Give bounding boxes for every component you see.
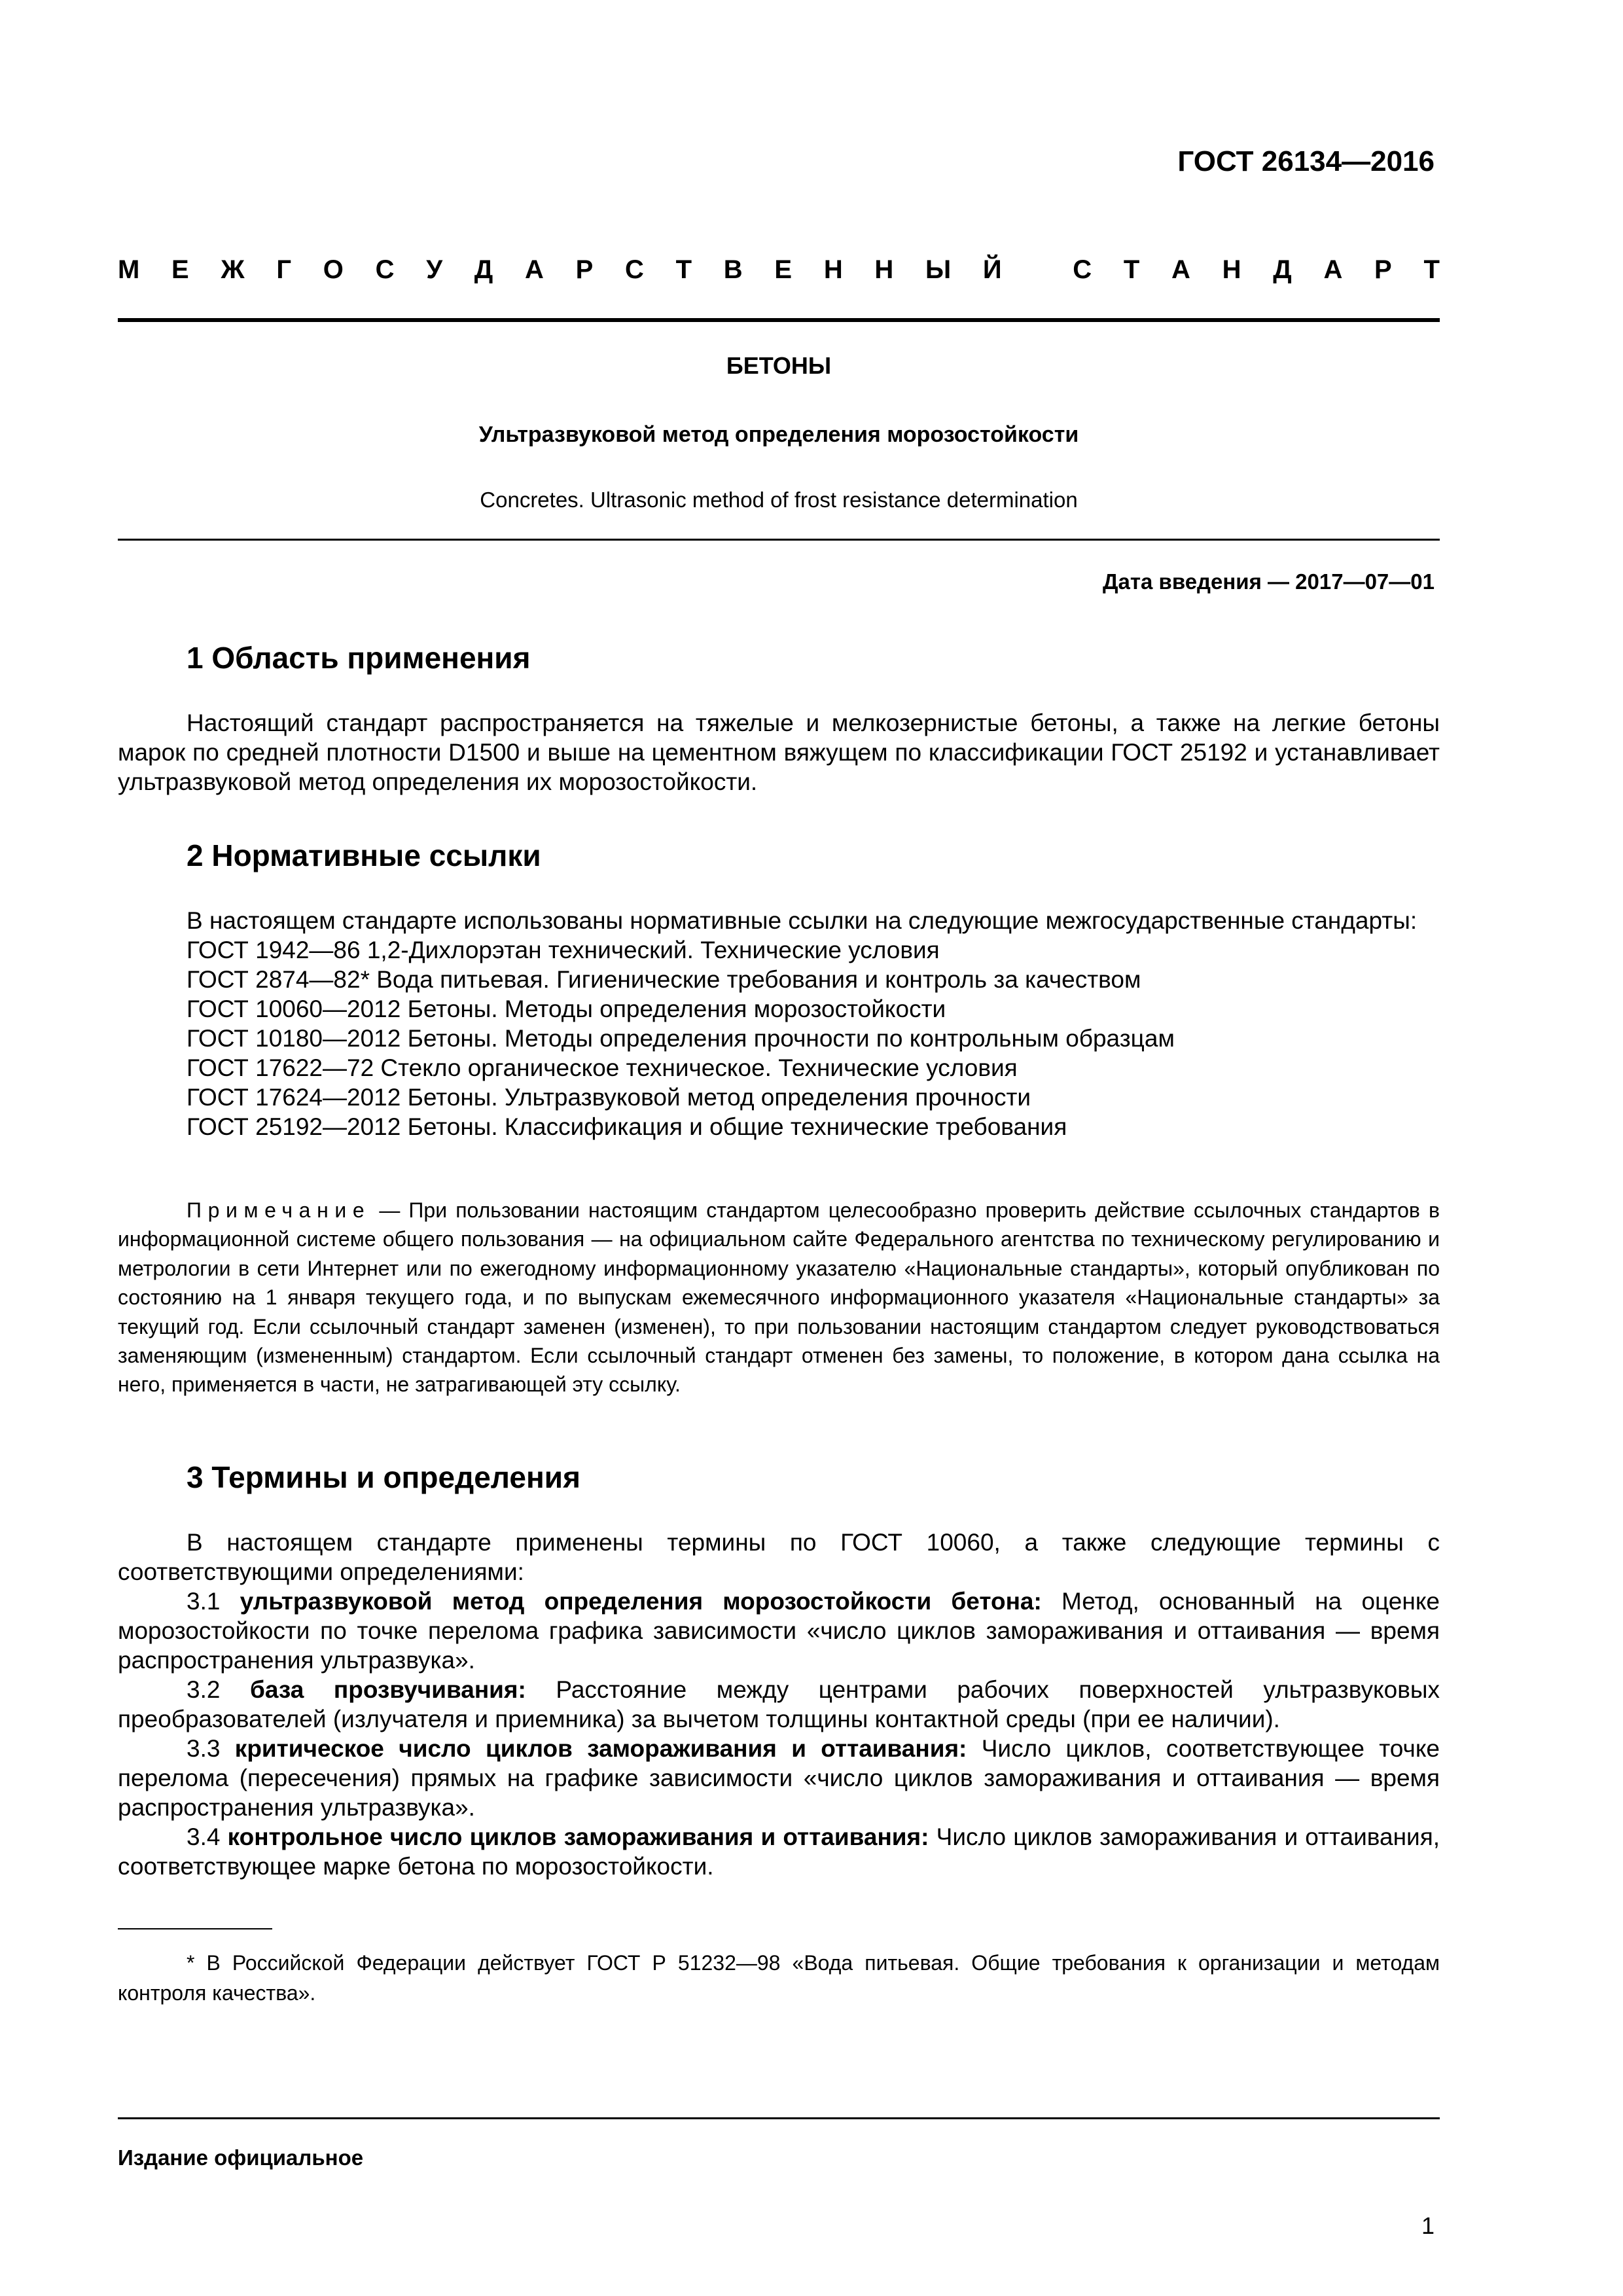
term-name: критическое число циклов замораживания и оттаивания: [234, 1735, 967, 1762]
standard-type-letter: Ы [925, 255, 952, 284]
standard-type-letter: Р [1374, 255, 1392, 284]
reference-item: ГОСТ 1942—86 1,2-Дихлорэтан технический. Технические условия [187, 937, 940, 963]
english-title: Concretes. Ultrasonic method of frost resistance determination [480, 488, 1078, 512]
standard-type-letter: Д [474, 255, 493, 284]
term-item [118, 1822, 1440, 1881]
standard-type-word-gap [1033, 255, 1041, 285]
reference-item: ГОСТ 10180—2012 Бетоны. Методы определения прочности по контрольным образцам [187, 1025, 1175, 1052]
references-note [118, 1196, 1440, 1399]
term-number: 3.4 [187, 1823, 221, 1850]
standard-type-letter: Г [276, 255, 292, 284]
term-name: база прозвучивания: [250, 1676, 526, 1703]
reference-item: ГОСТ 17622—72 Стекло органическое техническое. Технические условия [187, 1054, 1018, 1081]
standard-type-letter: В [723, 255, 743, 284]
reference-item: ГОСТ 17624—2012 Бетоны. Ультразвуковой метод определения прочности [187, 1084, 1031, 1111]
standard-type-letter: А [1323, 255, 1343, 284]
standard-type-letter: Е [171, 255, 189, 284]
document-title: БЕТОНЫ [726, 352, 832, 379]
header-divider [118, 318, 1440, 322]
footnote-divider [118, 1928, 272, 1929]
term-definition: Число циклов, соответствующее точке перелома (пересечения) прямых на графике зависимости «число циклов замораживания и оттаивания — время распространения ультразвука». [118, 1735, 1440, 1821]
references-block [118, 906, 1440, 1141]
term-definition: Число циклов замораживания и оттаивания, соответствующее марке бетона по морозостойкости. [118, 1823, 1440, 1880]
term-item [118, 1587, 1440, 1675]
term-item [118, 1675, 1440, 1734]
term-name: ультразвуковой метод определения морозостойкости бетона: [240, 1588, 1042, 1615]
scope-text: Настоящий стандарт распространяется на тяжелые и мелкозернистые бетоны, а также на легкие бетоны марок по средней плотности D1500 и выше на цементном вяжущем по классификации ГОСТ 25192 и устанавливает ультразвуковой метод определения их морозостойкости. [118, 709, 1440, 795]
standard-type-letter: Р [575, 255, 594, 284]
standard-type-letter: Т [1123, 255, 1140, 284]
standard-type-banner [118, 255, 1440, 285]
section-heading-terms: 3 Термины и определения [187, 1460, 580, 1494]
standard-type-letter: Н [1222, 255, 1241, 284]
term-number: 3.3 [187, 1735, 221, 1762]
reference-item: ГОСТ 25192—2012 Бетоны. Классификация и общие технические требования [187, 1113, 1067, 1140]
terms-intro: В настоящем стандарте применены термины по ГОСТ 10060, а также следующие термины с соответствующими определениями: [118, 1529, 1440, 1585]
introduction-date: Дата введения — 2017—07—01 [1103, 569, 1435, 594]
standard-type-letter: А [1171, 255, 1190, 284]
standard-type-letter: У [426, 255, 443, 284]
section-heading-references: 2 Нормативные ссылки [187, 838, 541, 872]
standard-type-letter: С [625, 255, 644, 284]
references-intro: В настоящем стандарте использованы нормативные ссылки на следующие межгосударственные стандарты: [187, 907, 1418, 934]
document-number: ГОСТ 26134—2016 [1177, 145, 1435, 177]
footnote [118, 1948, 1440, 2008]
standard-type-letter: Ж [221, 255, 245, 284]
term-name: контрольное число циклов замораживания и оттаивания: [227, 1823, 929, 1850]
terms-block [118, 1528, 1440, 1881]
document-subtitle: Ультразвуковой метод определения морозостойкости [478, 422, 1079, 447]
standard-type-letter: М [118, 255, 140, 284]
footer-divider [118, 2117, 1440, 2119]
standard-type-letter: С [375, 255, 395, 284]
standard-type-letter: А [525, 255, 544, 284]
note-text: — При пользовании настоящим стандартом целесообразно проверить действие ссылочных стандартов в информационной системе общего пользования — на официальном сайте Федерального агентства по техническому регулированию и метрологии в сети Интернет или по ежегодному информационному указателю «Национальные стандарты», который опубликован по состоянию на 1 января текущего года, и по выпускам ежемесячного информационного указателя «Национальные стандарты» за текущий год. Если ссылочный стандарт заменен (изменен), то при пользовании настоящим стандартом следует руководствоваться заменяющим (измененным) стандартом. Если ссылочный стандарт отменен без замены, то положение, в котором дана ссылка на него, применяется в части, не затрагивающей эту ссылку. [118, 1198, 1440, 1397]
standard-type-letter: Н [823, 255, 843, 284]
section-heading-scope: 1 Область применения [187, 641, 531, 675]
reference-item: ГОСТ 10060—2012 Бетоны. Методы определения морозостойкости [187, 996, 946, 1022]
standard-type-letter: Т [1423, 255, 1440, 284]
term-item [118, 1734, 1440, 1822]
footnote-text: * В Российской Федерации действует ГОСТ Р 51232—98 «Вода питьевая. Общие требования к организации и методам контроля качества». [118, 1951, 1440, 2005]
standard-type-letter: Т [675, 255, 692, 284]
term-definition: Метод, основанный на оценке морозостойкости по точке перелома графика зависимости «число циклов замораживания и оттаивания — время распространения ультразвука». [118, 1588, 1440, 1674]
term-number: 3.1 [187, 1588, 221, 1615]
term-definition: Расстояние между центрами рабочих поверхностей ультразвуковых преобразователей (излучателя и приемника) за вычетом толщины контактной среды (при ее наличии). [118, 1676, 1440, 1732]
standard-type-letter: Й [982, 255, 1002, 284]
reference-item: ГОСТ 2874—82* Вода питьевая. Гигиенические требования и контроль за качеством [187, 966, 1141, 993]
standard-type-letter: С [1073, 255, 1092, 284]
title-divider [118, 539, 1440, 541]
page-number: 1 [1421, 2212, 1435, 2239]
term-number: 3.2 [187, 1676, 221, 1703]
standard-type-letter: О [323, 255, 344, 284]
standard-type-letter: Е [774, 255, 793, 284]
standard-type-letter: Д [1273, 255, 1292, 284]
note-label: Примечание [187, 1198, 371, 1222]
scope-paragraph [118, 708, 1440, 797]
standard-type-letter: Н [874, 255, 894, 284]
edition-label: Издание официальное [118, 2145, 364, 2170]
